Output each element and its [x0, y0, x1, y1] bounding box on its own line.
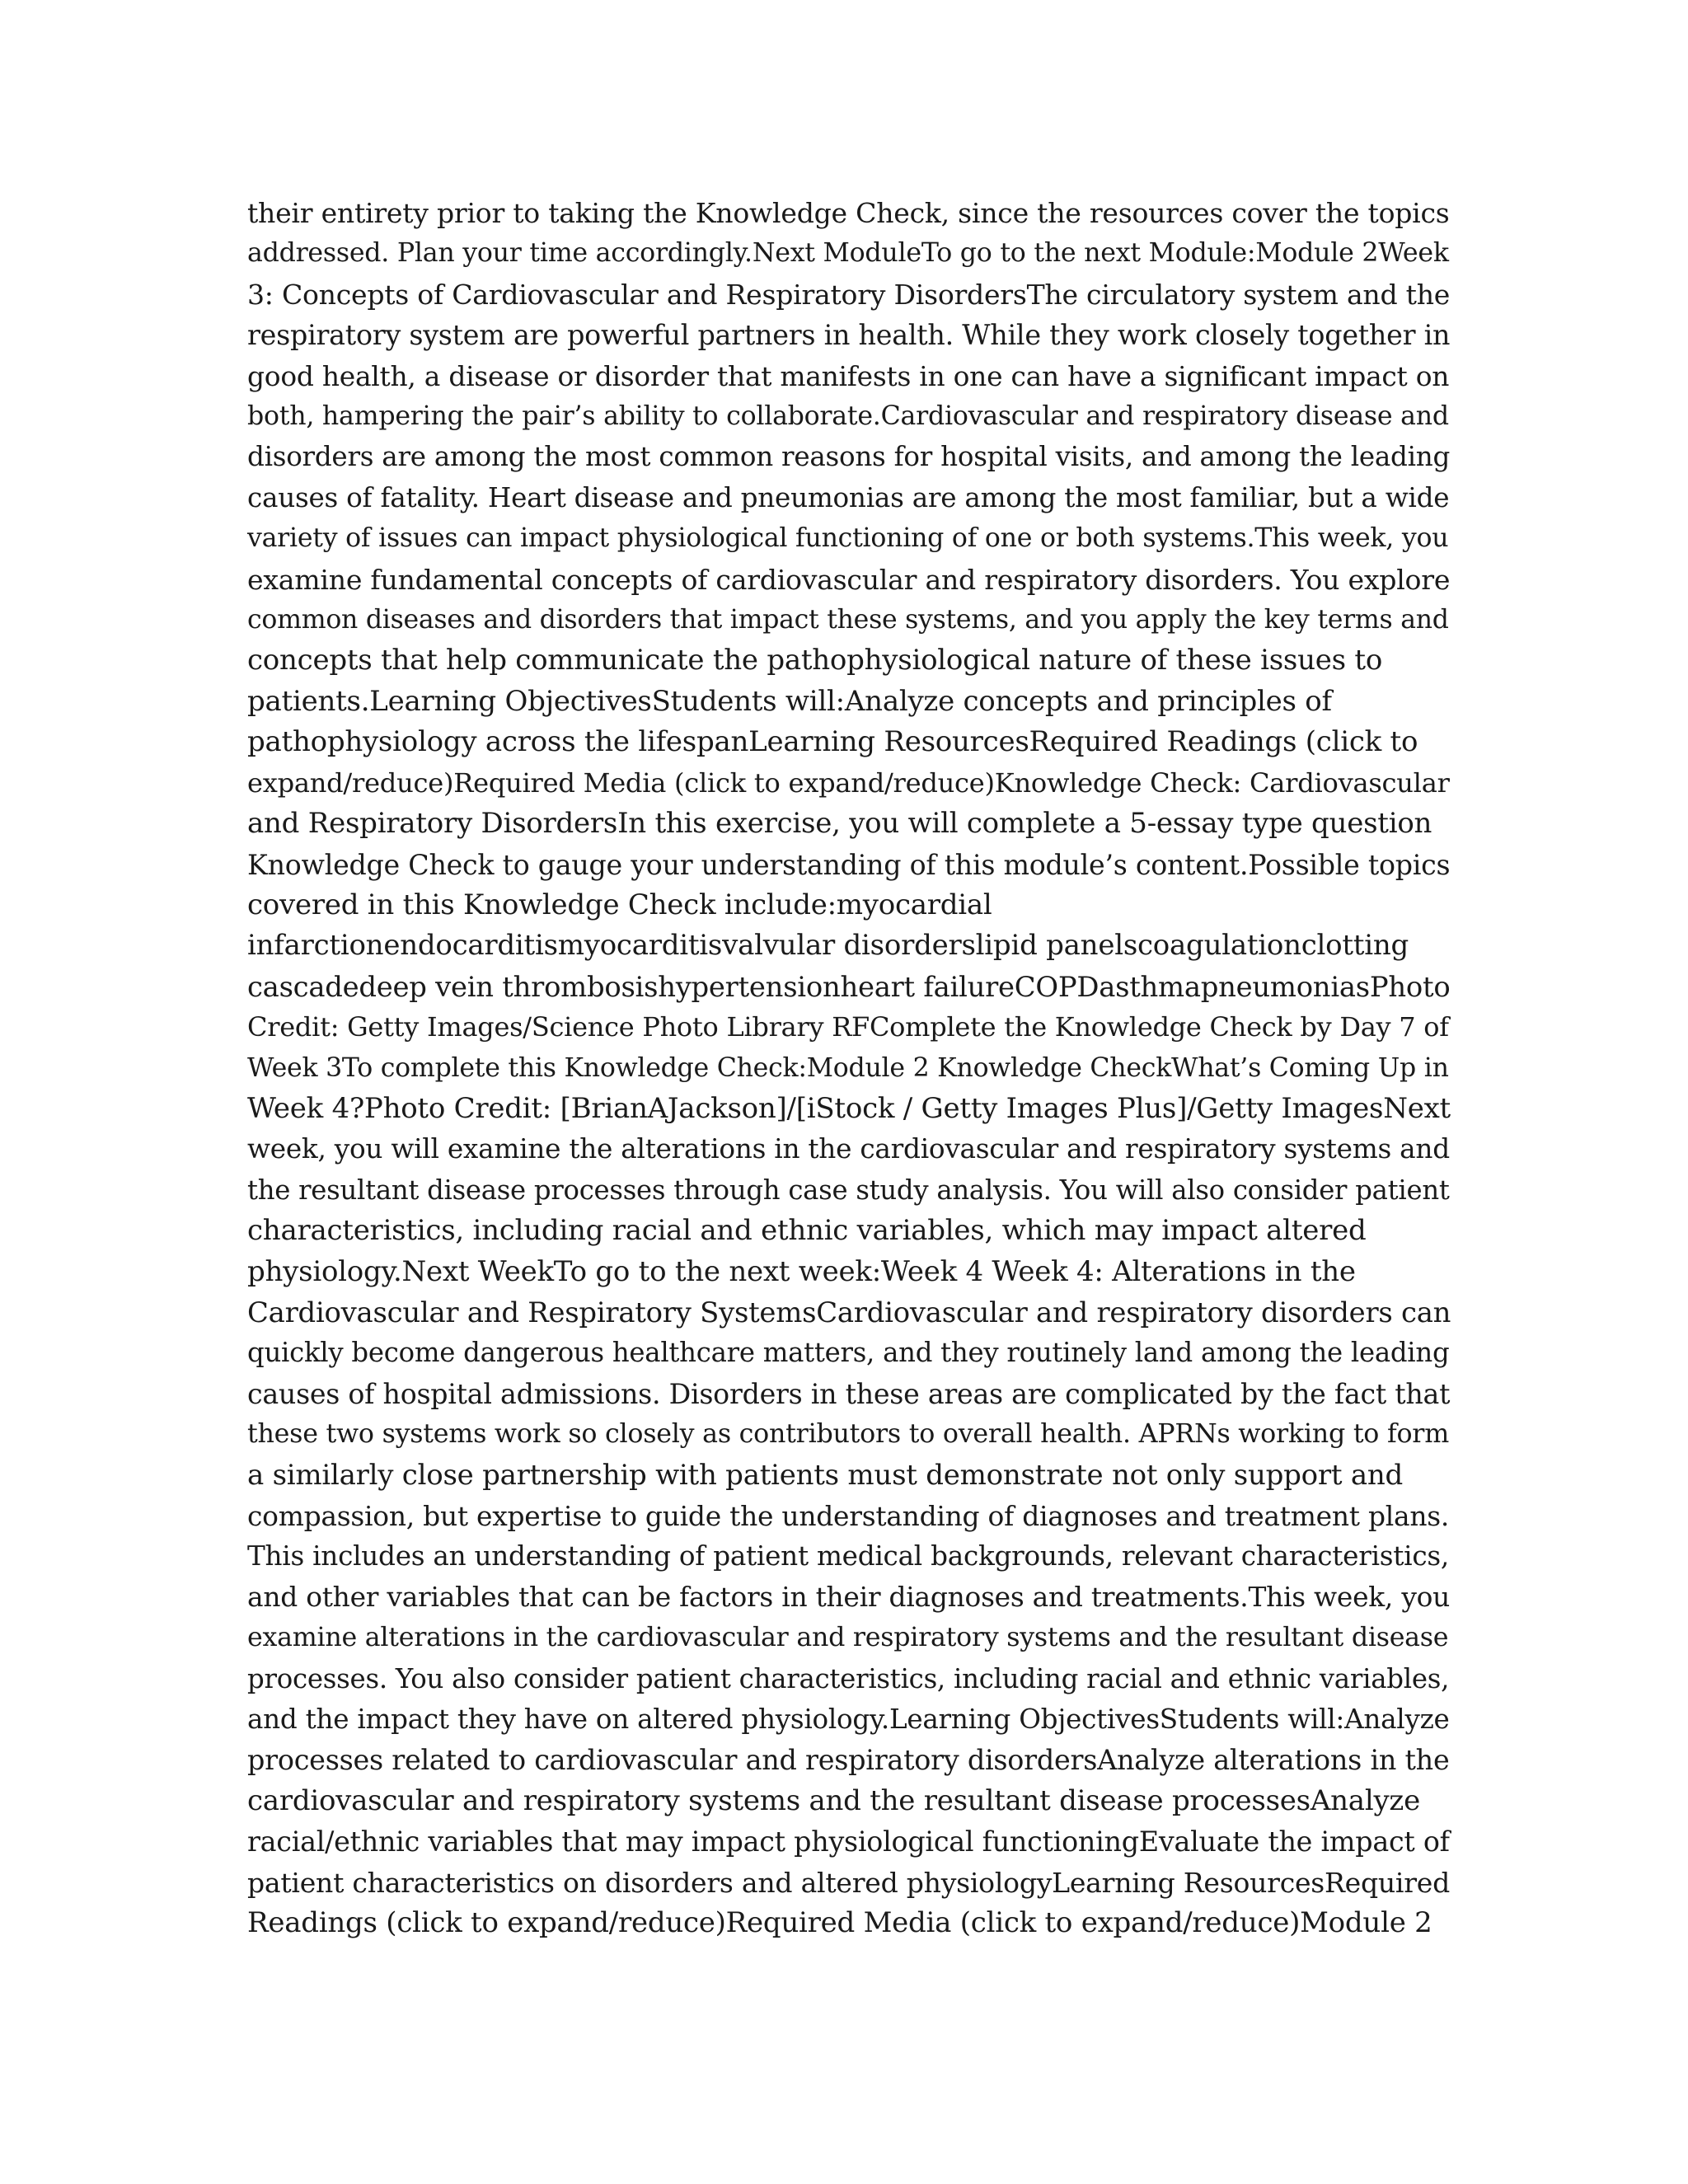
text-line: respiratory system are powerful partners in health. While they work closely together in: [247, 319, 1451, 352]
text-line: processes. You also consider patient characteristics, including racial and ethnic variables,: [247, 1662, 1450, 1694]
text-line: causes of fatality. Heart disease and pneumonias are among the most familiar, but a wide: [247, 481, 1450, 513]
text-line: Week 3To complete this Knowledge Check:Module 2 Knowledge CheckWhat’s Coming Up in: [247, 1052, 1449, 1083]
text-line: disorders are among the most common reasons for hospital visits, and among the leading: [247, 441, 1451, 473]
text-line: week, you will examine the alterations in the cardiovascular and respiratory systems and: [247, 1133, 1450, 1165]
text-line: Knowledge Check to gauge your understanding of this module’s content.Possible topics: [247, 848, 1451, 881]
text-line: pathophysiology across the lifespanLearning ResourcesRequired Readings (click to: [247, 725, 1418, 759]
text-line: their entirety prior to taking the Knowledge Check, since the resources cover the topics: [247, 197, 1450, 229]
text-line: and the impact they have on altered physiology.Learning ObjectivesStudents will:Analyze: [247, 1704, 1450, 1736]
text-line: Readings (click to expand/reduce)Required Media (click to expand/reduce)Module 2: [247, 1906, 1432, 1940]
text-line: patients.Learning ObjectivesStudents will:Analyze concepts and principles of: [247, 684, 1332, 718]
text-line: expand/reduce)Required Media (click to expand/reduce)Knowledge Check: Cardiovascular: [247, 766, 1450, 799]
text-line: Credit: Getty Images/Science Photo Library RFComplete the Knowledge Check by Day 7 of: [247, 1011, 1449, 1043]
text-line: cascadedeep vein thrombosishypertensionheart failureCOPDasthmapneumoniasPhoto: [247, 970, 1451, 1003]
text-line: addressed. Plan your time accordingly.Next ModuleTo go to the next Module:Module 2Week: [247, 238, 1449, 269]
text-line: Cardiovascular and Respiratory SystemsCardiovascular and respiratory disorders can: [247, 1296, 1451, 1329]
text-line: causes of hospital admissions. Disorders in these areas are complicated by the fact that: [247, 1377, 1451, 1410]
text-line: and other variables that can be factors in their diagnoses and treatments.This week, you: [247, 1581, 1451, 1613]
text-line: the resultant disease processes through case study analysis. You will also consider patient: [247, 1174, 1450, 1206]
text-line: variety of issues can impact physiological functioning of one or both systems.This week, you: [247, 523, 1449, 554]
text-line: physiology.Next WeekTo go to the next week:Week 4 Week 4: Alterations in the: [247, 1254, 1356, 1288]
text-line: covered in this Knowledge Check include:myocardial: [247, 888, 992, 921]
text-line: examine fundamental concepts of cardiovascular and respiratory disorders. You explore: [247, 563, 1451, 596]
text-line: examine alterations in the cardiovascular and respiratory systems and the resultant disease: [247, 1623, 1449, 1653]
text-line: characteristics, including racial and ethnic variables, which may impact altered: [247, 1214, 1367, 1248]
text-line: quickly become dangerous healthcare matters, and they routinely land among the leading: [247, 1337, 1450, 1369]
text-line: racial/ethnic variables that may impact physiological functioningEvaluate the impact of: [247, 1825, 1450, 1858]
text-line: infarctionendocarditismyocarditisvalvular disorderslipid panelscoagulationclotting: [247, 929, 1409, 963]
text-line: a similarly close partnership with patients must demonstrate not only support and: [247, 1458, 1404, 1492]
text-line: patient characteristics on disorders and altered physiologyLearning ResourcesRequired: [247, 1866, 1451, 1899]
text-line: cardiovascular and respiratory systems and the resultant disease processesAnalyze: [247, 1783, 1420, 1817]
text-line: This includes an understanding of patient medical backgrounds, relevant characteristics,: [247, 1540, 1449, 1572]
body-text: [247, 193, 1451, 1943]
text-line: concepts that help communicate the pathophysiological nature of these issues to: [247, 644, 1383, 677]
text-line: these two systems work so closely as contributors to overall health. APRNs working to form: [247, 1419, 1450, 1450]
text-line: both, hampering the pair’s ability to collaborate.Cardiovascular and respiratory disease and: [247, 401, 1449, 432]
text-line: common diseases and disorders that impact these systems, and you apply the key terms and: [247, 605, 1449, 635]
text-line: and Respiratory DisordersIn this exercise, you will complete a 5-essay type question: [247, 807, 1432, 841]
text-line: Week 4?Photo Credit: [BrianAJackson]/[iStock / Getty Images Plus]/Getty ImagesNext: [247, 1091, 1451, 1125]
text-line: good health, a disease or disorder that manifests in one can have a significant impact on: [247, 359, 1450, 392]
text-line: 3: Concepts of Cardiovascular and Respiratory DisordersThe circulatory system and the: [247, 278, 1451, 311]
text-line: compassion, but expertise to guide the understanding of diagnoses and treatment plans.: [247, 1500, 1450, 1532]
text-line: processes related to cardiovascular and respiratory disordersAnalyze alterations in the: [247, 1744, 1450, 1777]
